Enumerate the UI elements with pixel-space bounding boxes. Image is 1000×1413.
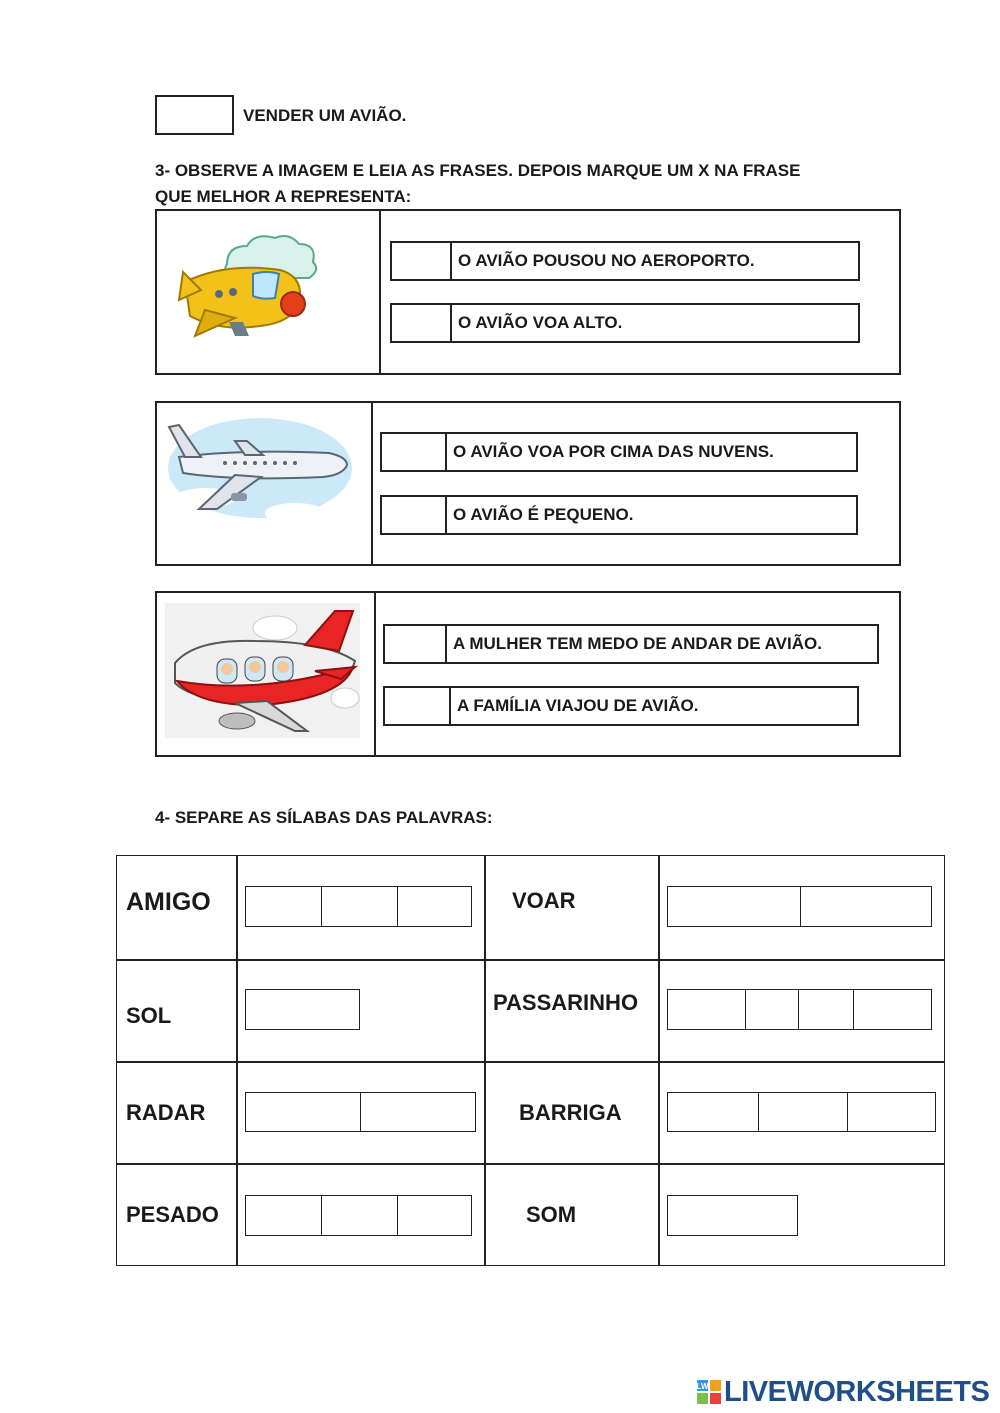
syllable-boxes-radar[interactable]	[245, 1092, 476, 1132]
syllable-boxes-som[interactable]	[667, 1195, 798, 1236]
q3-group-3-divider	[374, 591, 376, 757]
word-pesado: PESADO	[126, 1202, 219, 1227]
syllable-boxes-barriga[interactable]	[667, 1092, 936, 1132]
word-som: SOM	[526, 1202, 577, 1227]
option-vender-text: VENDER UM AVIÃO.	[243, 106, 407, 125]
syllable-boxes-passarinho[interactable]	[667, 989, 932, 1030]
svg-text:LW: LW	[697, 1382, 709, 1391]
q3-option-2a[interactable]: O AVIÃO VOA POR CIMA DAS NUVENS.	[380, 432, 858, 472]
q3-option-1b[interactable]: O AVIÃO VOA ALTO.	[390, 303, 860, 343]
liveworksheets-brand[interactable]: LIVEWORKSHEETS	[724, 1376, 990, 1408]
word-amigo: AMIGO	[126, 888, 211, 916]
word-sol: SOL	[126, 1003, 172, 1028]
question3-line2: QUE MELHOR A REPRESENTA:	[155, 187, 412, 206]
red-airplane-family-image	[165, 603, 360, 738]
checkbox[interactable]	[382, 434, 447, 470]
question4-title: 4- SEPARE AS SÍLABAS DAS PALAVRAS:	[155, 808, 493, 827]
question3-line1: 3- OBSERVE A IMAGEM E LEIA AS FRASES. DEPOIS MARQUE UM X NA FRASE	[155, 161, 801, 180]
syllable-boxes-amigo[interactable]	[245, 886, 472, 927]
q3-option-3a[interactable]: A MULHER TEM MEDO DE ANDAR DE AVIÃO.	[383, 624, 879, 664]
syllable-boxes-pesado[interactable]	[245, 1195, 472, 1236]
word-passarinho: PASSARINHO	[493, 990, 639, 1015]
checkbox[interactable]	[382, 497, 447, 533]
word-voar: VOAR	[512, 888, 576, 913]
white-airliner-image	[165, 413, 355, 531]
checkbox[interactable]	[385, 688, 451, 724]
word-radar: RADAR	[126, 1100, 206, 1125]
word-barriga: BARRIGA	[519, 1100, 622, 1125]
checkbox[interactable]	[392, 243, 452, 279]
checkbox[interactable]	[392, 305, 452, 341]
liveworksheets-logo-mark	[697, 1380, 721, 1404]
q3-option-3b[interactable]: A FAMÍLIA VIAJOU DE AVIÃO.	[383, 686, 859, 726]
q3-option-1a[interactable]: O AVIÃO POUSOU NO AEROPORTO.	[390, 241, 860, 281]
q3-option-2b[interactable]: O AVIÃO É PEQUENO.	[380, 495, 858, 535]
q3-group-1-divider	[379, 209, 381, 375]
checkbox[interactable]	[385, 626, 447, 662]
checkbox-vender[interactable]	[155, 95, 234, 135]
q3-group-2-divider	[371, 401, 373, 566]
syllable-boxes-voar[interactable]	[667, 886, 932, 927]
syllable-boxes-sol[interactable]	[245, 989, 360, 1030]
yellow-airplane-image	[165, 222, 325, 347]
